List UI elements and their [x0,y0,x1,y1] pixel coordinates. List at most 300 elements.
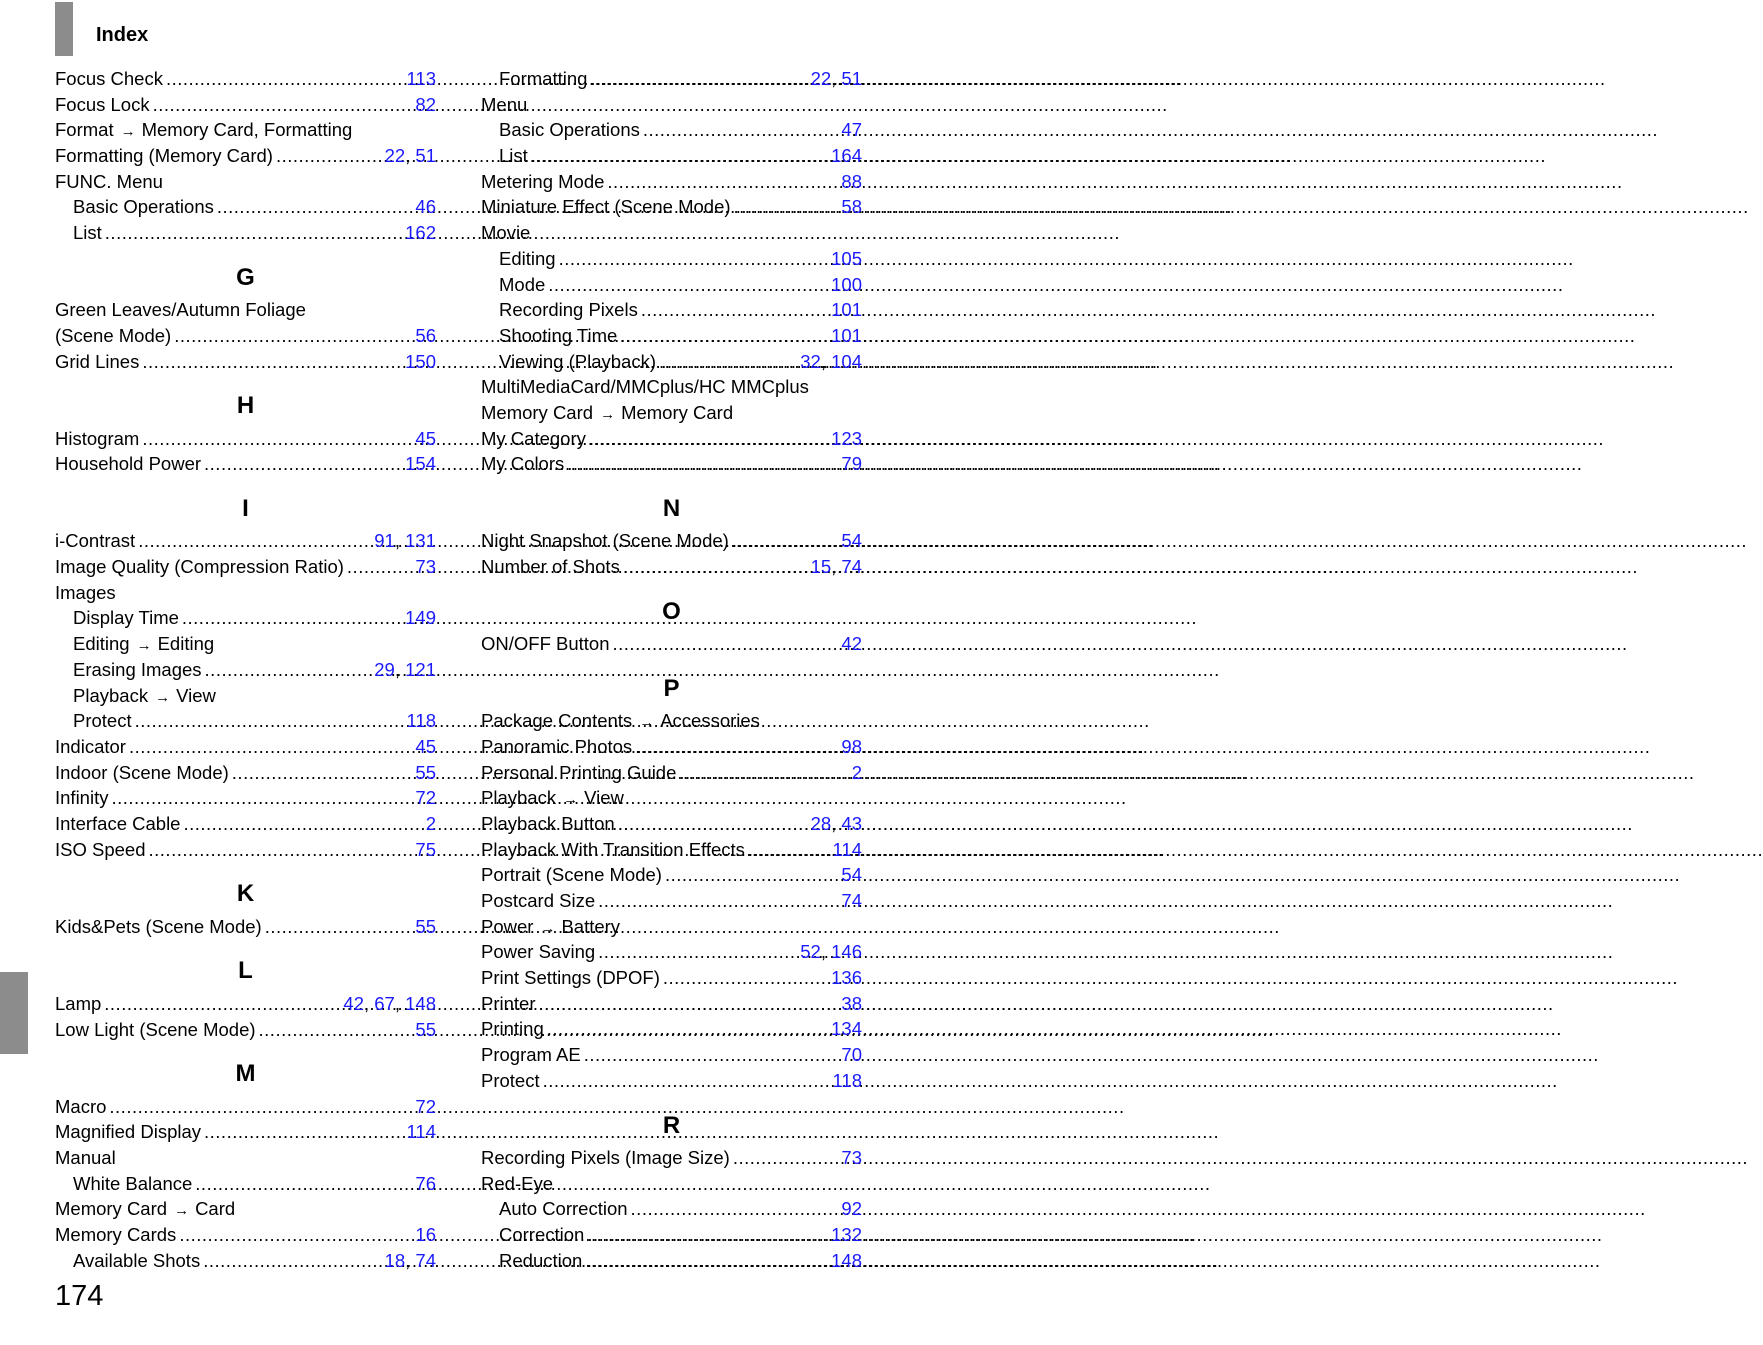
index-entry [55,297,436,323]
dot-leader [559,246,829,272]
page-refs [415,1094,436,1120]
entry-term: White Balance [73,1172,193,1194]
see-arrow-icon: → [600,405,616,423]
entry-term: Reduction [499,1249,583,1271]
page-link[interactable]: 47 [841,119,862,141]
entry-term: Night Snapshot (Scene Mode) [481,530,729,552]
page-link[interactable]: 45 [415,735,436,757]
page-separator: , [405,1249,416,1271]
entry-term: Print Settings (DPOF) [481,967,660,989]
entry-term: Memory Card [481,401,594,423]
page-link[interactable]: 2 [425,812,436,834]
section-letter-heading: G [236,263,255,291]
index-subentry [481,323,862,349]
page-refs [831,426,862,452]
dot-leader [205,657,372,683]
page-separator: , [820,350,832,372]
index-entry [481,1016,862,1042]
page-refs [407,66,437,92]
entry-term: MultiMediaCard/MMCplus/HC MMCplus [481,376,809,398]
index-entry [55,914,436,940]
index-entry [55,66,436,92]
page-link[interactable]: 82 [415,93,436,115]
index-subentry [55,683,436,709]
index-entry [55,1094,436,1120]
index-subentry [481,1248,862,1274]
dot-leader [623,554,808,580]
entry-term: Low Light (Scene Mode) [55,1018,256,1040]
index-entry [55,1017,436,1043]
index-entry [55,760,436,786]
entry-term: Miniature Effect (Scene Mode) [481,196,731,218]
index-entry [55,837,436,863]
index-subentry [55,657,436,683]
index-entry [481,400,862,426]
see-arrow-icon: → [563,791,579,809]
page-link[interactable]: 51 [415,145,436,167]
index-entry [481,914,862,940]
index-subentry [55,194,436,220]
page-link[interactable]: 70 [841,1044,862,1066]
entry-term: Playback Button [481,812,615,834]
page-refs [415,760,436,786]
dot-leader [547,1016,828,1042]
entry-term: Magnified Display [55,1121,202,1143]
index-subentry [55,220,436,246]
page-separator: , [394,992,406,1014]
index-entry [55,811,436,837]
dot-leader [607,169,838,195]
page-link[interactable]: 98 [841,735,862,757]
entry-term: Protect [481,1069,540,1091]
index-entry [481,528,862,554]
page-link[interactable]: 42 [841,633,862,655]
index-entry [481,451,862,477]
entry-term: FUNC. Menu [55,170,163,192]
entry-term: Auto Correction [499,1198,628,1220]
page-refs [833,1068,863,1094]
page-link[interactable]: 54 [841,530,862,552]
entry-term: Number of Shots [481,556,620,578]
index-entry [481,785,862,811]
page-link[interactable]: 38 [841,992,862,1014]
dot-leader [259,1017,413,1043]
dot-leader [203,1248,381,1274]
entry-term: Display Time [73,607,179,629]
dot-leader [183,811,422,837]
cross-reference: View [584,787,624,809]
page-refs [831,1016,862,1042]
index-entry [55,349,436,375]
dot-leader [109,1094,412,1120]
entry-term: Images [55,581,116,603]
cross-reference: Memory Card, Formatting [141,119,353,141]
page-refs [405,220,436,246]
entry-term: Personal Printing Guide [481,761,677,783]
page-refs [405,605,436,631]
page-link[interactable]: 101 [831,324,862,346]
page-link[interactable]: 162 [405,222,436,244]
page-separator: , [405,145,416,167]
page-link[interactable]: 79 [841,453,862,475]
page-separator: , [820,941,832,963]
page-refs [415,426,436,452]
page-link[interactable]: 42 [343,992,364,1014]
index-entry [481,888,862,914]
entry-term: My Colors [481,453,565,475]
entry-term: Memory Card [55,1198,168,1220]
cross-reference: View [176,684,216,706]
page-link[interactable]: 22 [810,68,832,89]
entry-term: Manual [55,1146,116,1168]
page-refs [841,991,862,1017]
entry-term: Printer [481,992,536,1014]
page-refs [831,297,862,323]
entry-term: Editing [499,247,556,269]
page-link[interactable]: 131 [405,530,436,552]
index-subentry [481,117,862,143]
dot-leader [613,631,839,657]
entry-term: Basic Operations [73,196,214,218]
index-entry [481,939,862,965]
section-letter-heading: N [662,495,681,522]
page-refs [415,785,436,811]
page-link[interactable]: 15 [810,556,832,578]
index-entry [55,1145,436,1171]
page-link[interactable]: 74 [415,1249,436,1271]
page-refs [343,991,436,1017]
index-subentry [481,66,862,92]
entry-term: Shooting Time [499,324,618,346]
index-subentry [481,1222,862,1248]
entry-term: List [499,145,528,167]
entry-term: Power [481,915,534,937]
page-refs [426,811,436,837]
page-link[interactable]: 46 [415,196,436,218]
dot-leader [641,297,828,323]
entry-term: Infinity [55,787,109,809]
dot-leader [679,760,848,786]
dot-leader [663,965,828,991]
page-link[interactable]: 18 [384,1249,406,1271]
page-refs [841,1042,862,1068]
index-entry [481,965,862,991]
dot-leader [204,1119,403,1145]
section-letter-heading: K [236,880,255,908]
section-letter-heading: P [663,674,680,702]
entry-term: Available Shots [73,1249,201,1271]
page-title: Index [96,24,149,46]
entry-term: Correction [499,1224,585,1245]
entry-term: Program AE [481,1044,581,1066]
dot-leader [598,888,838,914]
cross-reference: Memory Card [621,401,734,423]
page-refs [831,1222,862,1248]
index-entry [55,117,436,143]
page-link[interactable]: 74 [841,890,862,912]
index-entry [55,785,436,811]
header-accent-bar [55,2,73,56]
section-letter-heading: L [238,957,253,985]
entry-term: Viewing (Playback) [499,350,656,372]
see-arrow-icon: → [136,637,152,655]
page-link[interactable]: 74 [841,556,862,578]
page-link[interactable]: 148 [405,992,436,1014]
cross-reference: Battery [561,915,621,937]
page-link[interactable]: 123 [831,427,862,449]
index-entry [481,374,862,400]
page-link[interactable]: 104 [831,350,862,372]
dot-leader [104,991,340,1017]
page-link[interactable]: 22 [384,145,406,167]
entry-term: Household Power [55,453,202,475]
index-subentry [481,143,862,169]
page-refs [841,631,862,657]
cross-reference: Editing [157,633,215,655]
page-link[interactable]: 28 [810,812,832,834]
index-entry [481,194,862,220]
dot-leader [195,1171,412,1197]
entry-term: My Category [481,427,586,449]
index-column-left [55,66,436,1273]
page-refs [415,92,436,118]
dot-leader [179,1222,412,1248]
entry-term: Lamp [55,992,102,1014]
page-link[interactable]: 114 [406,1121,436,1143]
index-entry [55,1196,436,1222]
page-link[interactable]: 52 [800,941,821,963]
page-separator: , [831,68,842,89]
entry-term: Erasing Images [73,658,202,680]
page-separator: , [394,658,406,680]
page-link[interactable]: 29 [374,658,395,680]
index-subentry [481,297,862,323]
entry-term: Menu [481,93,528,115]
section-letter-heading: O [662,597,681,625]
dot-leader [733,1145,839,1171]
page-link[interactable]: 54 [841,864,862,886]
index-entry [55,528,436,554]
page-link[interactable]: 118 [832,1069,862,1091]
entry-term: Playback [73,684,149,706]
page-refs [415,1017,436,1043]
page-separator: , [831,556,842,578]
page-refs [831,323,862,349]
page-refs [800,939,862,965]
index-entry [481,169,862,195]
entry-term: Playback With Transition Effects [481,838,745,860]
dot-leader [618,811,808,837]
see-arrow-icon: → [174,1202,190,1220]
index-subentry [481,349,862,375]
dot-leader [543,1068,830,1094]
page-link[interactable]: 146 [831,941,862,963]
page-link[interactable]: 32 [800,350,821,372]
dot-leader [138,528,371,554]
dot-leader [182,605,402,631]
page-refs [415,1222,436,1248]
dot-leader [631,1196,839,1222]
page-link[interactable]: 73 [415,556,436,578]
page-refs [415,323,436,349]
dot-leader [567,451,838,477]
index-entry [481,1068,862,1094]
page-link[interactable]: 164 [831,145,862,167]
see-arrow-icon: → [155,688,171,706]
entry-term: Macro [55,1095,107,1117]
entry-term: Printing [481,1018,544,1040]
page-link[interactable]: 67 [374,992,395,1014]
page-refs [841,169,862,195]
index-entry [481,1145,862,1171]
dot-leader [142,426,412,452]
entry-term: Formatting (Memory Card) [55,145,273,167]
dot-leader [129,734,412,760]
page-refs [415,837,436,863]
page-link[interactable]: 72 [415,1095,436,1117]
page-link[interactable]: 58 [841,196,862,218]
index-entry [481,631,862,657]
section-letter-heading: R [662,1111,681,1139]
page-refs [841,194,862,220]
index-entry [481,837,862,863]
page-refs [405,349,436,375]
page-refs [415,1171,436,1197]
dot-leader [105,220,402,246]
entry-term: Package Contents [481,710,633,732]
section-letter-heading: M [235,1060,256,1088]
index-entry [481,1042,862,1068]
dot-leader [732,528,839,554]
page-link[interactable]: 91 [374,530,395,552]
page-link[interactable]: 134 [831,1018,862,1040]
dot-leader [347,554,413,580]
page-link[interactable]: 114 [832,838,862,860]
dot-leader [135,708,404,734]
dot-leader [276,143,382,169]
page-refs [831,246,862,272]
dot-leader [620,323,828,349]
index-entry [481,991,862,1017]
page-link[interactable]: 16 [415,1224,436,1246]
entry-term: Interface Cable [55,812,181,834]
page-link[interactable]: 132 [831,1224,862,1245]
index-subentry [55,605,436,631]
page-refs [405,451,436,477]
page-link[interactable]: 43 [841,812,862,834]
index-subentry [55,1171,436,1197]
entry-term: Recording Pixels (Image Size) [481,1146,730,1168]
page-link[interactable]: 92 [841,1198,862,1220]
section-letter-heading: I [242,495,249,523]
index-entry [55,580,436,606]
index-subentry [481,246,862,272]
page-link[interactable]: 75 [415,838,436,860]
page-link[interactable]: 55 [415,761,436,783]
page-link[interactable]: 55 [415,915,436,937]
page-refs [374,657,436,683]
page-link[interactable]: 149 [405,607,436,629]
index-entry [55,1119,436,1145]
page-separator: , [394,530,406,552]
entry-term: Recording Pixels [499,299,638,321]
index-entry [481,760,862,786]
dot-leader [587,1222,828,1248]
page-refs [831,965,862,991]
page-link[interactable]: 45 [415,427,436,449]
page-refs [800,349,862,375]
page-link[interactable]: 56 [415,324,436,346]
page-refs [841,888,862,914]
page-refs [831,143,862,169]
page-link[interactable]: 55 [415,1018,436,1040]
page-link[interactable]: 154 [405,453,436,475]
page-refs [374,528,436,554]
page-link[interactable]: 121 [405,658,436,680]
page-refs [385,1248,436,1274]
index-entry [481,426,862,452]
page-link[interactable]: 148 [831,1249,862,1271]
dot-leader [665,862,838,888]
side-thumb-tab [0,972,28,1054]
dot-leader [643,117,839,143]
page-refs [841,1145,862,1171]
index-entry [481,734,862,760]
cross-reference: Card [195,1198,236,1220]
page-link[interactable]: 113 [406,68,436,89]
page-link[interactable]: 51 [841,68,862,89]
page-link[interactable]: 100 [831,273,862,295]
dot-leader [585,1248,828,1274]
entry-term: Formatting [499,68,588,89]
index-entry [481,220,862,246]
entry-term: Portrait (Scene Mode) [481,864,662,886]
dot-leader [204,451,402,477]
page-refs [841,528,862,554]
entry-term: Focus Lock [55,93,150,115]
page-link[interactable]: 72 [415,787,436,809]
entry-term: Postcard Size [481,890,596,912]
page-link[interactable]: 73 [841,1146,862,1168]
index-column-right [481,66,862,1273]
dot-leader [734,194,839,220]
page-refs [415,194,436,220]
index-entry [55,323,436,349]
dot-leader [142,349,402,375]
page-link[interactable]: 136 [831,967,862,989]
index-subentry [55,708,436,734]
dot-leader [590,66,807,92]
index-entry [55,1222,436,1248]
index-entry [55,143,436,169]
page-link[interactable]: 118 [406,710,436,732]
page-link[interactable]: 76 [415,1172,436,1194]
page-refs [841,451,862,477]
page-link[interactable]: 2 [851,761,862,783]
page-number: 174 [55,1280,104,1312]
page-link[interactable]: 150 [405,350,436,372]
see-arrow-icon: → [639,714,655,732]
page-refs [811,811,862,837]
entry-term: ISO Speed [55,838,146,860]
page-link[interactable]: 105 [831,247,862,269]
page-refs [407,1119,437,1145]
index-subentry [55,631,436,657]
index-entry [481,708,862,734]
entry-term: Mode [499,273,546,295]
page-link[interactable]: 88 [841,170,862,192]
page-link[interactable]: 101 [831,299,862,321]
